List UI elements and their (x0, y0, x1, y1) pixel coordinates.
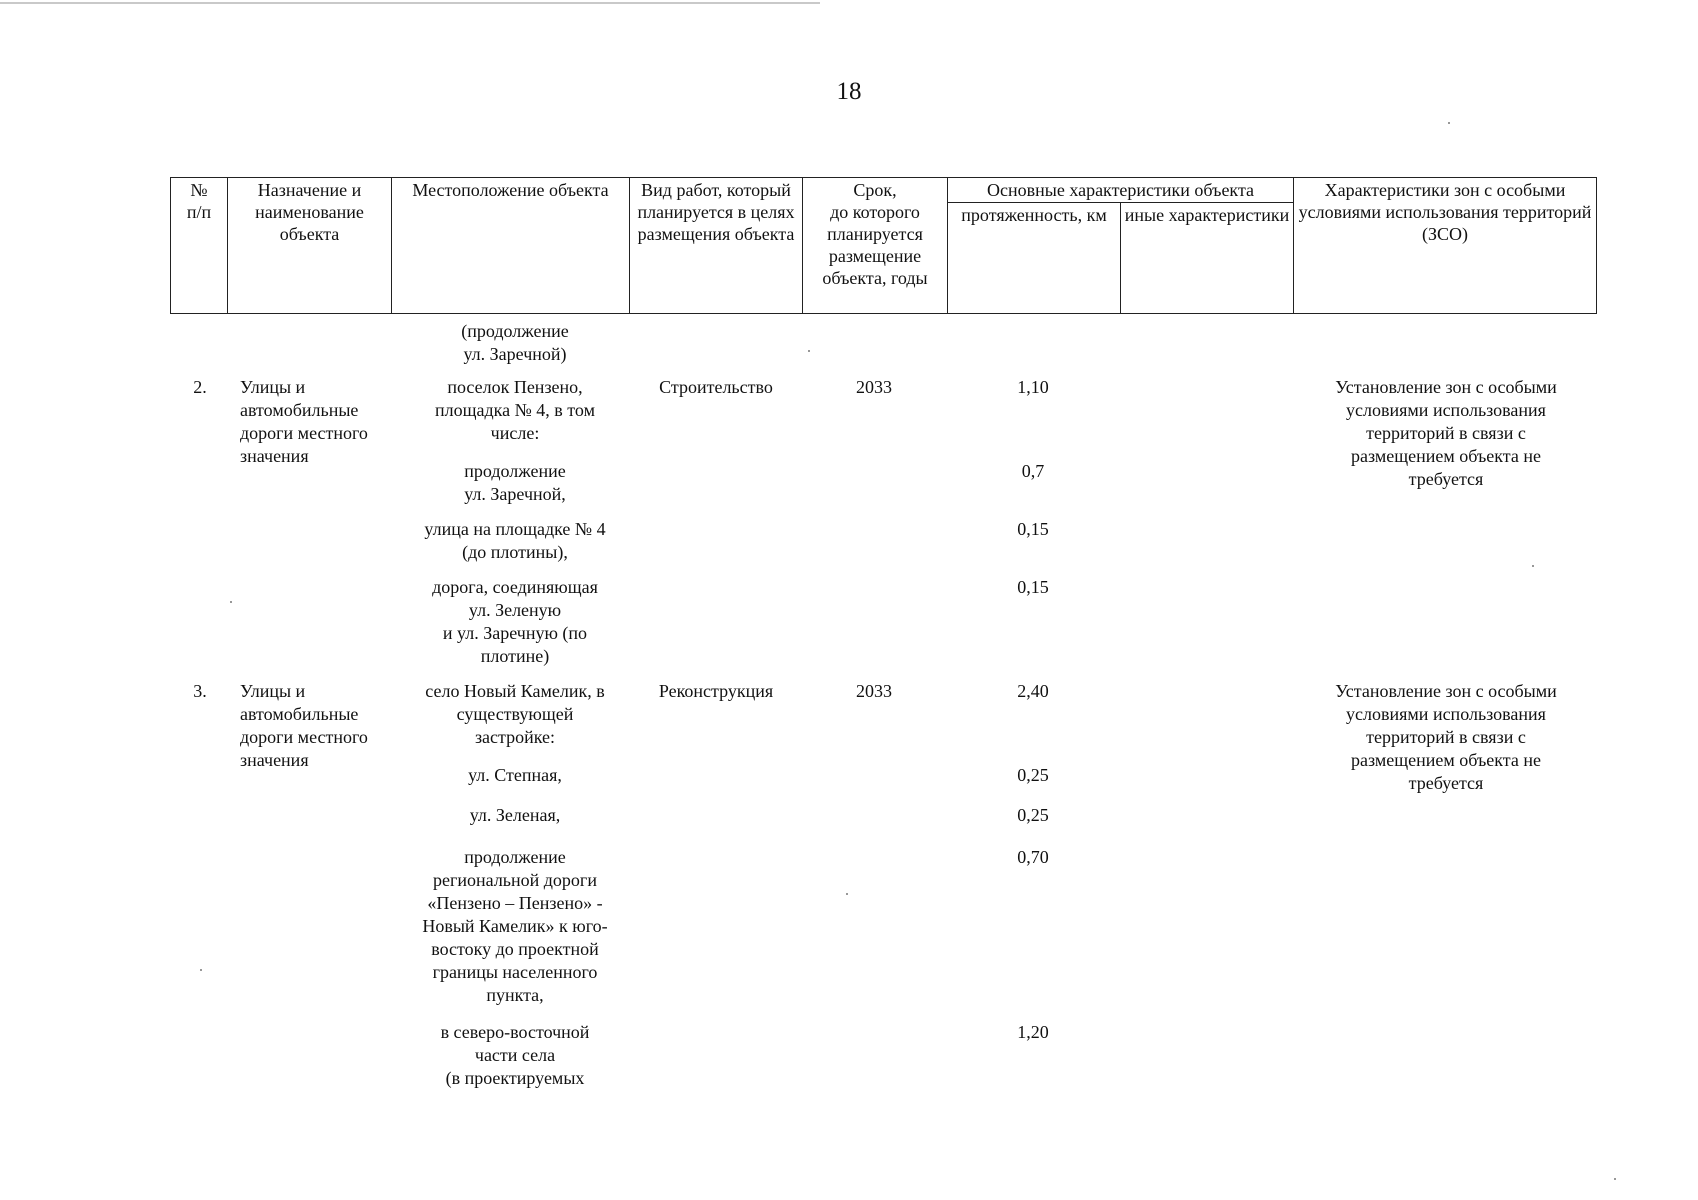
scan-speck (200, 969, 202, 971)
header-purpose: Назначение и наименование объекта (228, 178, 392, 314)
header-zso: Характеристики зон с особыми условиями использования территорий (ЗСО) (1294, 178, 1597, 314)
row-deadline: 2033 (856, 377, 892, 397)
scan-speck (1448, 122, 1450, 124)
sub-length: 0,15 (1017, 519, 1049, 539)
header-other-characteristics: иные характеристики (1121, 203, 1294, 314)
row-zso: Установление зон с особыми условиями использования территорий в связи с размещением объекта не требуется (1335, 377, 1557, 489)
sub-location: улица на площадке № 4 (до плотины), (424, 519, 606, 562)
header-length: протяженность, км (948, 203, 1121, 314)
sub-length: 0,7 (1021, 461, 1045, 481)
row-deadline: 2033 (856, 681, 892, 701)
scan-speck (230, 601, 232, 603)
sub-location: продолжение региональной дороги «Пензено – Пензено» - Новый Камелик» к юго- востоку до проектной границы населенного пункта, (422, 847, 608, 1005)
row-purpose: Улицы и автомобильные дороги местного значения (240, 377, 368, 466)
sub-location: в северо-восточной части села (в проектируемых (440, 1022, 590, 1088)
row-location: поселок Пензено, площадка № 4, в том числе: (435, 377, 595, 443)
header-main-characteristics: Основные характеристики объекта (948, 178, 1294, 203)
sub-length: 0,70 (1017, 847, 1049, 867)
scan-speck (1532, 565, 1534, 567)
scan-edge-line (0, 2, 820, 4)
row-purpose: Улицы и автомобильные дороги местного значения (240, 681, 368, 770)
sub-length: 0,25 (1017, 765, 1049, 785)
page-number: 18 (836, 78, 862, 105)
sub-length: 1,20 (1017, 1022, 1049, 1042)
sub-location: дорога, соединяющая ул. Зеленую и ул. Заречную (по плотине) (432, 577, 598, 666)
header-number: № п/п (171, 178, 228, 314)
sub-length: 0,15 (1017, 577, 1049, 597)
row-work-type: Строительство (659, 377, 773, 397)
row-number: 3. (193, 681, 207, 701)
sub-location: ул. Зеленая, (469, 805, 561, 825)
scan-speck (808, 350, 810, 352)
row-work-type: Реконструкция (658, 681, 774, 701)
scan-speck (846, 893, 848, 895)
row-length: 2,40 (1017, 681, 1049, 701)
row-length: 1,10 (1017, 377, 1049, 397)
scan-speck (1614, 1178, 1616, 1180)
row-number: 2. (193, 377, 207, 397)
continuation-text: (продолжение ул. Заречной) (461, 321, 569, 364)
row-zso: Установление зон с особыми условиями использования территорий в связи с размещением объекта не требуется (1335, 681, 1557, 793)
header-location: Местоположение объекта (392, 178, 630, 314)
sub-location: ул. Степная, (468, 765, 562, 785)
header-work-type: Вид работ, который планируется в целях размещения объекта (630, 178, 803, 314)
row-location: село Новый Камелик, в существующей застройке: (425, 681, 605, 747)
table-header (170, 177, 1597, 314)
sub-location: продолжение ул. Заречной, (464, 461, 566, 504)
header-deadline: Срок, до которого планируется размещение объекта, годы (803, 178, 948, 314)
sub-length: 0,25 (1017, 805, 1049, 825)
